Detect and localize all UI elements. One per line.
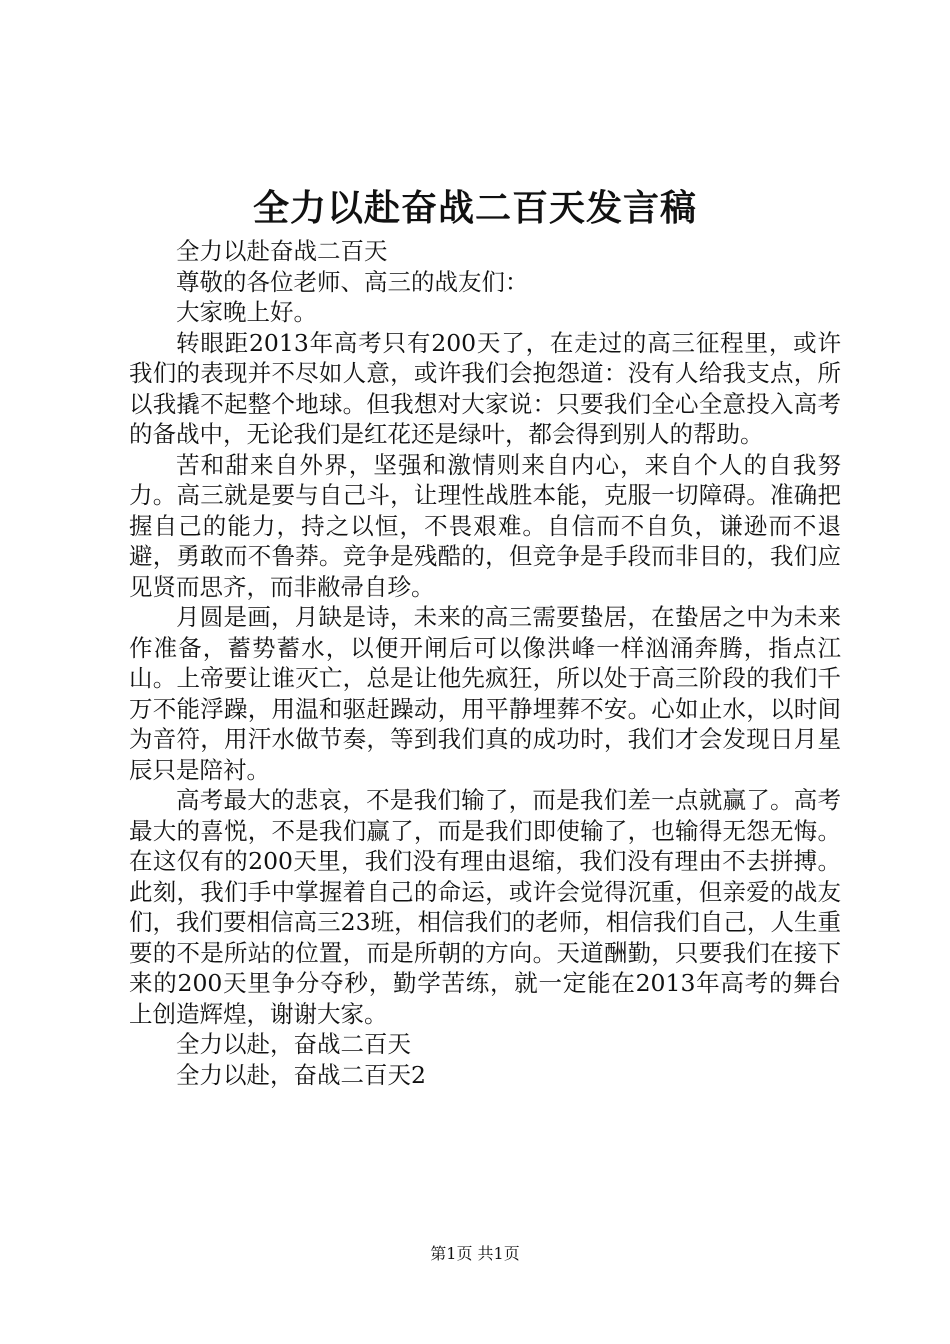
- paragraph-greeting: 大家晚上好。: [176, 298, 317, 326]
- document-body: [129, 236, 841, 1090]
- paragraph-subtitle: 全力以赴奋战二百天: [176, 237, 388, 265]
- paragraph-salutation: 尊敬的各位老师、高三的战友们：: [176, 267, 529, 296]
- paragraph-body-3: 月圆是画，月缺是诗，未来的高三需要蛰居，在蛰居之中为未来作准备，蓄势蓄水，以便开闸后可以像洪峰一样汹涌奔腾，指点江山。上帝要让谁灭亡，总是让他先疯狂，所以处于高三阶段的我们千万不能浮躁，用温和驱赶躁动，用平静埋葬不安。心如止水，以时间为音符，用汗水做节奏，等到我们真的成功时，我们才会发现日月星辰只是陪衬。: [129, 603, 841, 784]
- paragraph-closing-2: 全力以赴，奋战二百天2: [176, 1060, 426, 1089]
- document-title: 全力以赴奋战二百天发言稿: [252, 187, 697, 229]
- paragraph-body-4: 高考最大的悲哀，不是我们输了，而是我们差一点就赢了。高考最大的喜悦，不是我们赢了，而是我们即使输了，也输得无怨无悔。在这仅有的200天里，我们没有理由退缩，我们没有理由不去拼搏。此刻，我们手中掌握着自己的命运，或许会觉得沉重，但亲爱的战友们，我们要相信高三23班，相信我们的老师，相信我们自己，人生重要的不是所站的位置，而是所朝的方向。天道酬勤，只要我们在接下来的200天里争分夺秒，勤学苦练，就一定能在2013年高考的舞台上创造辉煌，谢谢大家。: [129, 786, 841, 1028]
- paragraph-body-1: 转眼距2013年高考只有200天了，在走过的高三征程里，或许我们的表现并不尽如人意，或许我们会抱怨道：没有人给我支点，所以我撬不起整个地球。但我想对大家说：只要我们全心全意投入高考的备战中，无论我们是红花还是绿叶，都会得到别人的帮助。: [129, 328, 841, 448]
- paragraph-body-2: 苦和甜来自外界，坚强和激情则来自内心，来自个人的自我努力。高三就是要与自己斗，让理性战胜本能，克服一切障碍。准确把握自己的能力，持之以恒，不畏艰难。自信而不自负，谦逊而不退避，勇敢而不鲁莽。竞争是残酷的，但竞争是手段而非目的，我们应见贤而思齐，而非敝帚自珍。: [129, 450, 841, 601]
- page-footer: 第1页 共1页: [430, 1244, 520, 1263]
- paragraph-closing-1: 全力以赴，奋战二百天: [176, 1030, 411, 1058]
